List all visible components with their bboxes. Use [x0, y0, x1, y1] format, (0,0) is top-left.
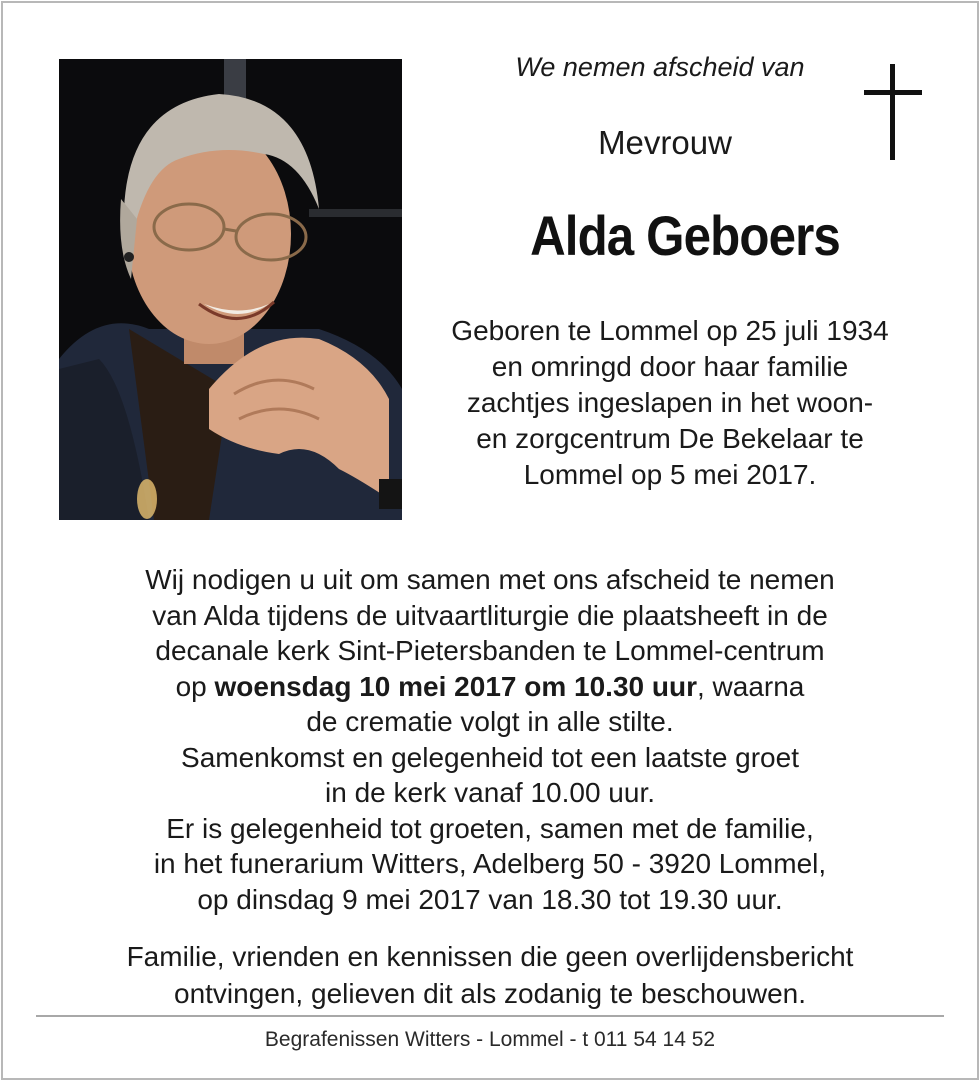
birth-line: en omringd door haar familie [491, 351, 849, 382]
funeral-invitation [60, 562, 920, 917]
birth-line: en zorgcentrum De Bekelaar te [476, 423, 864, 454]
invitation-line: Er is gelegenheid tot groeten, samen met de familie, [166, 812, 814, 844]
invitation-line: op dinsdag 9 mei 2017 van 18.30 tot 19.30 uur. [197, 883, 783, 915]
deceased-name: Alda Geboers [530, 204, 840, 267]
birth-line: Lommel op 5 mei 2017. [523, 459, 817, 490]
invitation-text: , waarna [696, 670, 805, 702]
invitation-text: op [175, 670, 215, 702]
closing-line: ontvingen, gelieven dit als zodanig te beschouwen. [174, 978, 806, 1009]
divider [36, 1015, 944, 1017]
invitation-line: in het funerarium Witters, Adelberg 50 - 3920 Lommel, [153, 848, 827, 879]
intro-text: We nemen afscheid van [515, 52, 805, 82]
invitation-line: van Alda tijdens de uitvaartliturgie die plaatsheeft in de [152, 599, 828, 631]
birth-death-info [410, 313, 930, 493]
invitation-line [60, 669, 920, 705]
closing-note [60, 938, 920, 1012]
birth-line: zachtjes ingeslapen in het woon- [466, 387, 874, 418]
cross-icon [864, 64, 922, 160]
ceremony-datetime: woensdag 10 mei 2017 om 10.30 uur [214, 670, 697, 702]
invitation-line: decanale kerk Sint-Pietersbanden te Lommel-centrum [155, 635, 825, 666]
invitation-line: de crematie volgt in alle stilte. [306, 706, 674, 737]
birth-line: Geboren te Lommel op 25 juli 1934 [451, 315, 889, 346]
invitation-line: Samenkomst en gelegenheid tot een laatste groet [181, 741, 799, 773]
invitation-line: in de kerk vanaf 10.00 uur. [325, 777, 655, 808]
honorific: Mevrouw [598, 124, 732, 161]
funeral-home-footer: Begrafenissen Witters - Lommel - t 011 54 14 52 [264, 1028, 716, 1051]
closing-line: Familie, vrienden en kennissen die geen overlijdensbericht [126, 941, 854, 972]
invitation-line: Wij nodigen u uit om samen met ons afscheid te nemen [145, 564, 835, 595]
portrait-photo [59, 59, 402, 520]
